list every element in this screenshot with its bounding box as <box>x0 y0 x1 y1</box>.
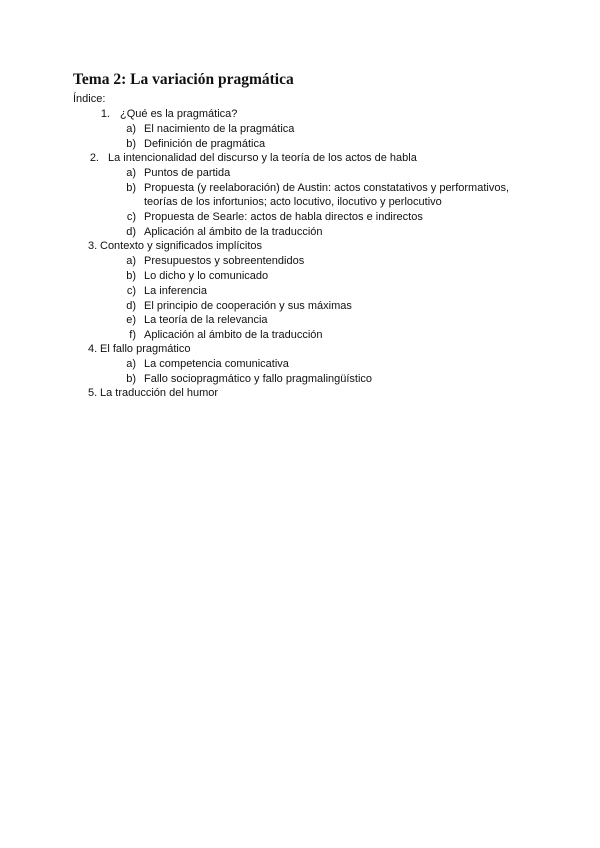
item-text: El principio de cooperación y sus máximas <box>144 300 352 312</box>
item-letter: b) <box>126 373 136 385</box>
item-letter: b) <box>126 270 136 282</box>
item-letter: a) <box>126 358 136 370</box>
section-number: 3. <box>88 240 98 252</box>
item-text: El nacimiento de la pragmática <box>144 123 295 135</box>
item-text: La competencia comunicativa <box>144 358 289 370</box>
item-text: Aplicación al ámbito de la traducción <box>144 226 323 238</box>
document-title: Tema 2: La variación pragmática <box>73 71 294 88</box>
index-label: Índice: <box>73 93 106 105</box>
item-text: Presupuestos y sobreentendidos <box>144 255 305 267</box>
item-letter: a) <box>126 123 136 135</box>
item-text: Aplicación al ámbito de la traducción <box>144 329 323 341</box>
section-title: Contexto y significados implícitos <box>100 240 263 252</box>
item-letter: c) <box>126 211 136 223</box>
item-letter: d) <box>126 226 136 238</box>
item-letter: e) <box>126 314 136 326</box>
item-text: Fallo sociopragmático y fallo pragmalingüístico <box>144 373 373 385</box>
item-letter: a) <box>126 167 136 179</box>
item-text: Propuesta (y reelaboración) de Austin: actos constatativos y performativos, <box>144 182 510 194</box>
section-title: La intencionalidad del discurso y la teoría de los actos de habla <box>108 152 417 164</box>
section-title: ¿Qué es la pragmática? <box>120 108 238 120</box>
item-letter: c) <box>126 285 136 297</box>
item-letter: d) <box>126 300 136 312</box>
item-text-continued: teorías de los infortunios; acto locutivo, ilocutivo y perlocutivo <box>144 196 442 208</box>
item-letter: b) <box>126 138 136 150</box>
item-text: Definición de pragmática <box>144 138 266 150</box>
section-number: 1. <box>100 108 110 120</box>
item-text: Lo dicho y lo comunicado <box>144 270 269 282</box>
section-title: La traducción del humor <box>100 387 219 399</box>
item-text: Propuesta de Searle: actos de habla directos e indirectos <box>144 211 423 223</box>
item-text: La inferencia <box>144 285 207 297</box>
item-letter: b) <box>126 182 136 194</box>
section-number: 4. <box>88 343 98 355</box>
item-text: La teoría de la relevancia <box>144 314 268 326</box>
section-title: El fallo pragmático <box>100 343 191 355</box>
item-letter: f) <box>129 329 136 341</box>
section-number: 2. <box>89 152 99 164</box>
item-letter: a) <box>126 255 136 267</box>
section-number: 5. <box>88 387 98 399</box>
item-text: Puntos de partida <box>144 167 231 179</box>
